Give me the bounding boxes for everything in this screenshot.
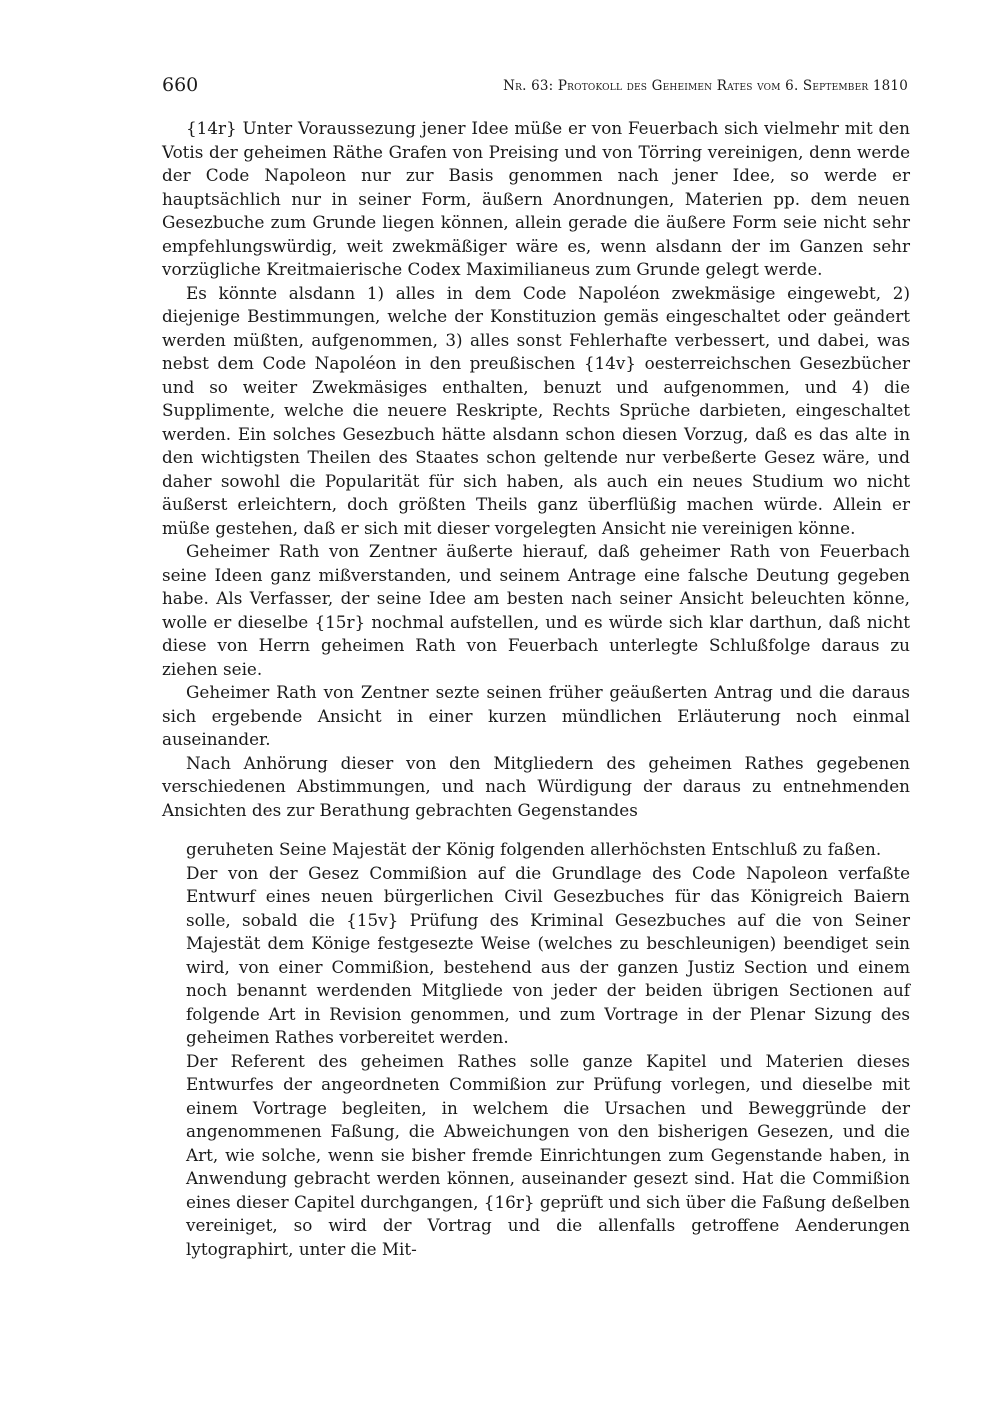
running-header (162, 72, 908, 98)
paragraph: Geheimer Rath von Zentner äußerte hierauf, daß geheimer Rath von Feuerbach seine Ideen ganz mißverstanden, und seinem Antrage eine falsche Deutung gegeben habe. Als Verfasser, der seine Idee am besten nach seiner Ansicht beleuchten könne, wolle er dieselbe {15r} nochmal aufstellen, und es würde sich klar darthun, daß nicht diese von Herrn geheimen Rath von Feuerbach unterlegte Schlußfolge daraus zu ziehen seie. (162, 541, 910, 679)
paragraph: {14r} Unter Voraussezung jener Idee müße er von Feuerbach sich vielmehr mit den Votis der geheimen Räthe Grafen von Preising und von Törring vereinigen, denn werde der Code Napoleon nur zur Basis genommen nach jener Idee, so werde er hauptsächlich nur in seiner Form, äußern Anordnungen, Materien pp. dem neuen Gesezbuche zum Grunde liegen können, allein gerade die äußere Form seie nicht sehr empfehlungswürdig, weit zwekmäßiger wäre es, wenn alsdann der im Ganzen sehr vorzügliche Kreitmaierische Codex Maximilianeus zum Grunde gelegt werde. (162, 118, 910, 279)
running-title: Nr. 63: Protokoll des Geheimen Rates vom 6. September 1810 (503, 78, 908, 94)
royal-decision-text (186, 838, 910, 1261)
paragraph: Geheimer Rath von Zentner sezte seinen früher geäußerten Antrag und die daraus sich ergebende Ansicht in einer kurzen mündlichen Erläuterung noch einmal auseinander. (162, 682, 910, 749)
protocol-text (162, 117, 910, 822)
page-number: 660 (162, 74, 199, 96)
decision-paragraph: Der von der Gesez Commißion auf die Grundlage des Code Napoleon verfaßte Entwurf eines neuen bürgerlichen Civil Gesezbuches für das Königreich Baiern solle, sobald die {15v} Prüfung des Kriminal Gesezbuches auf die von Seiner Majestät dem Könige festgesezte Weise (welches zu beschleunigen) beendiget sein wird, von einer Commißion, bestehend aus der ganzen Justiz Section und einem noch benannt werdenden Mitgliede von jeder der beiden übrigen Sectionen auf folgende Art in Revision genommen, und zum Vortrage in der Plenar Sizung des geheimen Rathes vorbereitet werden. (186, 862, 910, 1047)
decision-paragraph: Der Referent des geheimen Rathes solle ganze Kapitel und Materien dieses Entwurfes der angeordneten Commißion zur Prüfung vorlegen, und dieselbe mit einem Vortrage begleiten, in welchem die Ursachen und Beweggründe der angenommenen Faßung, die Abweichungen von den bisherigen Gesezen, und die Art, wie solche, wenn sie bisher fremde Einrichtungen zum Gegenstande haben, in Anwendung gebracht werden können, auseinander gesezt sind. Hat die Commißion eines dieser Capitel durchgangen, {16r} geprüft und sich über die Faßung deßelben vereiniget, so wird der Vortrag und die allenfalls getroffene Aenderungen lytographirt, unter die Mit- (186, 1050, 910, 1259)
decision-paragraph: geruheten Seine Majestät der König folgenden allerhöchsten Entschluß zu faßen. (186, 839, 882, 859)
paragraph: Es könnte alsdann 1) alles in dem Code Napoléon zwekmäsige eingewebt, 2) diejenige Bestimmungen, welche der Konstituzion gemäs eingeschaltet oder geändert werden müßten, aufgenommen, 3) alles sonst Fehlerhafte verbessert, und dabei, was nebst dem Code Napoléon in den preußischen {14v} oesterreichschen Gesezbücher und so weiter Zwekmäsiges enthalten, benuzt und aufgenommen, und 4) die Supplimente, welche die neuere Reskripte, Rechts Sprüche darbieten, eingeschaltet werden. Ein solches Gesezbuch hätte alsdann schon diesen Vorzug, daß es das alte in den wichtigsten Theilen des Staates schon geltende nur verbeßerte Gesez wäre, und daher sowohl die Popularität für sich haben, als auch ein neues Studium wo nicht äußerst erleichtern, doch größten Theils ganz überflüßig machen würde. Allein er müße gestehen, daß er sich mit dieser vorgelegten Ansicht nie vereinigen könne. (162, 282, 910, 538)
paragraph: Nach Anhörung dieser von den Mitgliedern des geheimen Rathes gegebenen verschiedenen Abstimmungen, und nach Würdigung der daraus zu entnehmenden Ansichten des zur Berathung gebrachten Gegenstandes (162, 752, 910, 820)
